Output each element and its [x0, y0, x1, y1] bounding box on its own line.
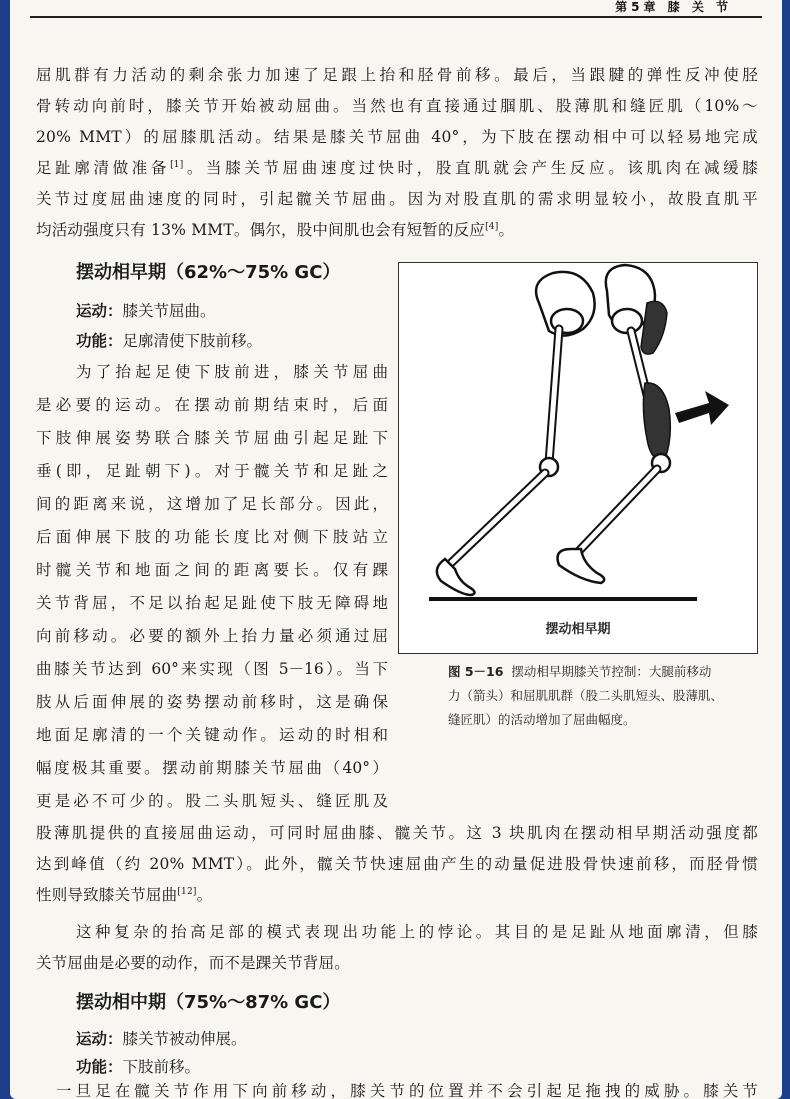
narrow-line-4: 垂(即，足趾朝下)。对于髋关节和足趾之 — [36, 462, 388, 480]
figure-caption — [448, 660, 768, 732]
caption-line-2: 力（箭头）和屈肌肌群（股二头肌短头、股薄肌、 — [448, 688, 724, 703]
intro-line-5: 关节过度屈曲速度的同时，引起髋关节屈曲。因为对股直肌的需求明显较小，故股直肌平 — [36, 190, 758, 208]
ref-12: [12] — [177, 886, 197, 897]
wide-line-2: 达到峰值（约 20% MMT）。此外，髋关节快速屈曲产生的动量促进股骨快速前移，而胫骨惯 — [36, 855, 758, 873]
wide-line-3: 性则导致膝关节屈曲[12]。 — [36, 886, 213, 904]
book-page — [10, 0, 782, 1099]
narrow-line-10: 曲膝关节达到 60°来实现（图 5－16）。当下 — [36, 660, 388, 678]
section-heading-early-swing: 摆动相早期（62%～75% GC） — [76, 262, 341, 283]
para2-line-2: 关节屈曲是必要的动作，而不是踝关节背屈。 — [36, 954, 351, 972]
narrow-line-14: 更是必不可少的。股二头肌短头、缝匠肌及 — [36, 792, 388, 810]
narrow-line-3: 下肢伸展姿势联合膝关节屈曲引起足趾下 — [36, 429, 388, 447]
narrow-line-1: 为了抬起足使下肢前进，膝关节屈曲 — [76, 363, 388, 381]
ref-1: [1] — [170, 159, 184, 170]
narrow-line-8: 关节背屈，不足以抬起足趾使下肢无障碍地 — [36, 594, 388, 612]
ref-4: [4] — [485, 221, 499, 232]
narrow-line-9: 向前移动。必要的额外上抬力量必须通过屈 — [36, 627, 388, 645]
swing-phase-illustration — [399, 263, 757, 623]
intro-line-6: 均活动强度只有 13% MMT。偶尔，股中间肌也会有短暂的反应[4]。 — [36, 221, 515, 239]
narrow-line-11: 肢从后面伸展的姿势摆动前移时，这是确保 — [36, 693, 388, 711]
intro-line-4: 足趾廓清做准备[1]。当膝关节屈曲速度过快时，股直肌就会产生反应。该肌肉在减缓膝 — [36, 159, 758, 177]
motion-line-mid: 运动：膝关节被动伸展。 — [76, 1030, 247, 1048]
intro-line-1: 屈肌群有力活动的剩余张力加速了足跟上抬和胫骨前移。最后，当跟腱的弹性反冲使胫 — [36, 66, 758, 84]
motion-line-early: 运动：膝关节屈曲。 — [76, 302, 216, 320]
para2-line-1: 这种复杂的抬高足部的模式表现出功能上的悖论。其目的是足趾从地面廓清，但膝 — [76, 923, 758, 941]
function-line-mid: 功能：下肢前移。 — [76, 1058, 201, 1076]
mid-swing-line-1: 一旦足在髋关节作用下向前移动，膝关节的位置并不会引起足拖拽的威胁。膝关节 — [56, 1082, 758, 1099]
narrow-line-2: 是必要的运动。在摆动前期结束时，后面 — [36, 396, 388, 414]
intro-line-2: 骨转动向前时，膝关节开始被动屈曲。当然也有直接通过腘肌、股薄肌和缝匠肌（10%～ — [36, 97, 758, 115]
wide-line-1: 股薄肌提供的直接屈曲运动，可同时屈曲膝、髋关节。这 3 块肌肉在摆动相早期活动强度都 — [36, 824, 758, 842]
figure-5-16 — [398, 262, 758, 654]
narrow-line-12: 地面足廓清的一个关键动作。运动的时相和 — [36, 726, 388, 744]
narrow-line-6: 后面伸展下肢的功能长度比对侧下肢站立 — [36, 528, 388, 546]
running-header-rule — [30, 0, 762, 18]
caption-line-3: 缝匠肌）的活动增加了屈曲幅度。 — [448, 712, 636, 727]
forward-force-arrow — [675, 391, 729, 425]
section-heading-mid-swing: 摆动相中期（75%～87% GC） — [76, 992, 341, 1013]
foot-front — [558, 549, 605, 583]
caption-line-1: 图 5－16 摆动相早期膝关节控制：大腿前移动 — [448, 664, 712, 679]
figure-inner-label: 摆动相早期 — [545, 622, 611, 637]
running-header-title: 第5章 膝 关 节 — [615, 0, 732, 14]
narrow-line-5: 间的距离来说，这增加了足长部分。因此， — [36, 495, 388, 513]
intro-line-3: 20% MMT）的屈膝肌活动。结果是膝关节屈曲 40°，为下肢在摆动相中可以轻易地完成 — [36, 128, 758, 146]
hamstring-muscle — [643, 383, 670, 460]
function-line-early: 功能：足廓清使下肢前移。 — [76, 332, 263, 350]
narrow-line-7: 时髋关节和地面之间的距离要长。仅有踝 — [36, 561, 388, 579]
narrow-line-13: 幅度极其重要。摆动前期膝关节屈曲（40°） — [36, 759, 388, 777]
